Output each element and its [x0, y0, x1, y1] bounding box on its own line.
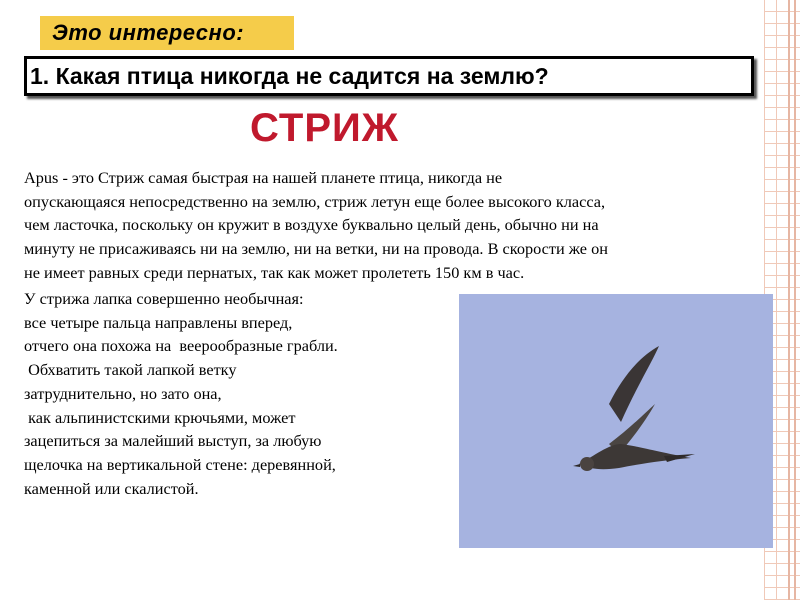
paragraph-line: чем ласточка, поскольку он кружит в воздухе буквально целый день, обычно ни на [24, 215, 599, 235]
grid-accent-line [788, 0, 790, 600]
feet-line: щелочка на вертикальной стене: деревянной, [24, 454, 336, 474]
grid-accent-line [794, 0, 796, 600]
feet-line: затруднительно, но зато она, [24, 383, 222, 403]
swift-photo [459, 294, 773, 548]
feet-line: зацепиться за малейший выступ, за любую [24, 431, 322, 451]
feet-line: Обхватить такой лапкой ветку [24, 360, 237, 380]
label-text: Это интересно: [52, 20, 245, 45]
description-paragraph [24, 166, 776, 285]
paragraph-line: опускающаяся непосредственно на землю, стриж летун еще более высокого класса, [24, 191, 606, 211]
paragraph-line: минуту не присаживаясь ни на землю, ни на ветки, ни на провода. В скорости же он [24, 239, 608, 259]
feet-description [24, 287, 464, 500]
question-text: 1. Какая птица никогда не садится на землю? [30, 63, 549, 89]
answer-title: СТРИЖ [250, 106, 399, 150]
feet-line: как альпинистскими крючьями, может [24, 407, 296, 427]
feet-line: У стрижа лапка совершенно необычная: [24, 289, 304, 308]
paragraph-line: Apus - это Стриж самая быстрая на нашей планете птица, никогда не [24, 168, 503, 187]
swift-bird-icon [459, 294, 773, 548]
feet-line: все четыре пальца направлены вперед, [24, 312, 293, 332]
paragraph-line: не имеет равных среди пернатых, так как может пролететь 150 км в час. [24, 262, 525, 282]
feet-line: отчего она похожа на веерообразные грабли. [24, 336, 338, 356]
feet-line: каменной или скалистой. [24, 478, 199, 498]
